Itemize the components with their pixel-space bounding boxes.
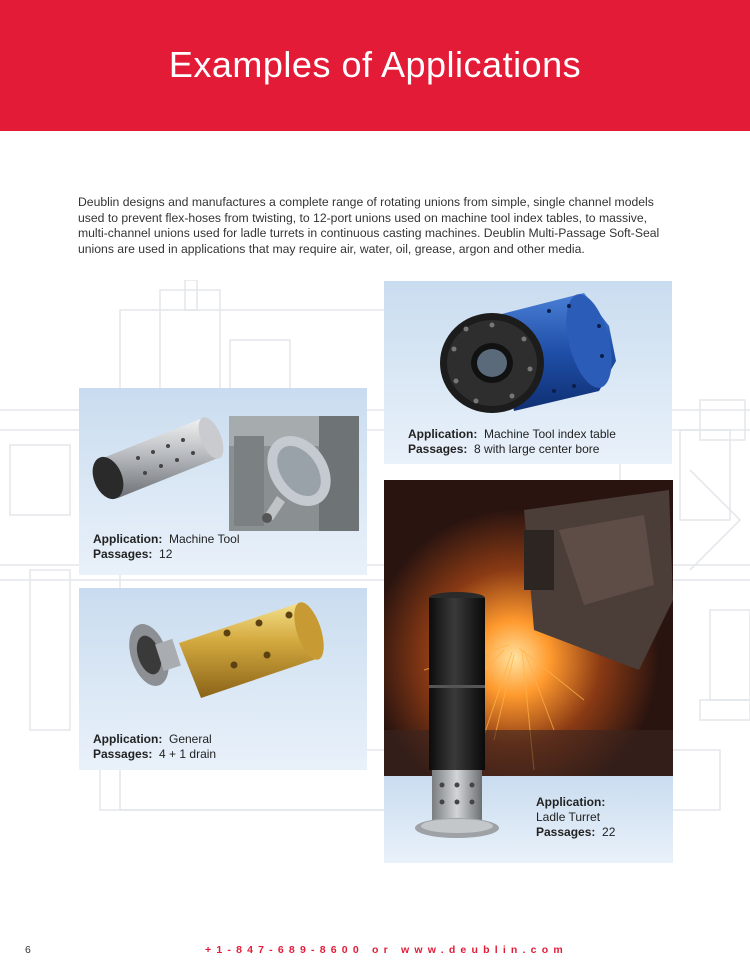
application-value: Machine Tool	[169, 532, 240, 546]
application-label: Application:	[93, 532, 163, 546]
application-label: Application:	[536, 795, 606, 809]
passages-label: Passages:	[93, 747, 153, 761]
footer-contact: +1-847-689-8600 or www.deublin.com	[205, 944, 568, 956]
header-banner	[0, 0, 750, 131]
silver-rotary-union-image	[83, 403, 228, 513]
passages-label: Passages:	[536, 825, 596, 839]
passages-value: 4 + 1 drain	[159, 747, 217, 761]
application-panel-general	[79, 588, 367, 770]
application-value: General	[169, 732, 212, 746]
brass-rotary-union-image	[119, 593, 349, 718]
intro-paragraph: Deublin designs and manufactures a complete range of rotating unions from simple, single channel models used to prevent flex-hoses from twisting, to 12-port unions used on machine tool index tables, to massive, multi-channel unions used for ladle turrets in continuous casting machines. Deublin Multi-Passage Soft-Seal unions are used in applications that may require air, water, oil, grease, argon and other media.	[78, 195, 660, 256]
caption-index-table	[408, 427, 616, 457]
page-title: Examples of Applications	[168, 44, 582, 85]
application-value: Machine Tool index table	[484, 427, 616, 441]
passages-value: 8 with large center bore	[474, 442, 600, 456]
application-label: Application:	[93, 732, 163, 746]
application-value: Ladle Turret	[536, 810, 601, 824]
caption-machine-tool	[93, 532, 240, 562]
ladle-turret-union-image	[412, 590, 502, 850]
page-number: 6	[25, 944, 31, 956]
caption-ladle-turret	[536, 795, 615, 840]
passages-label: Passages:	[408, 442, 468, 456]
application-panel-machine-tool	[79, 388, 367, 575]
caption-general	[93, 732, 216, 762]
blue-rotary-union-image	[384, 281, 672, 431]
passages-value: 22	[602, 825, 616, 839]
machine-tool-photo	[229, 416, 359, 531]
passages-value: 12	[159, 547, 173, 561]
application-panel-index-table	[384, 281, 672, 464]
passages-label: Passages:	[93, 547, 153, 561]
application-label: Application:	[408, 427, 478, 441]
